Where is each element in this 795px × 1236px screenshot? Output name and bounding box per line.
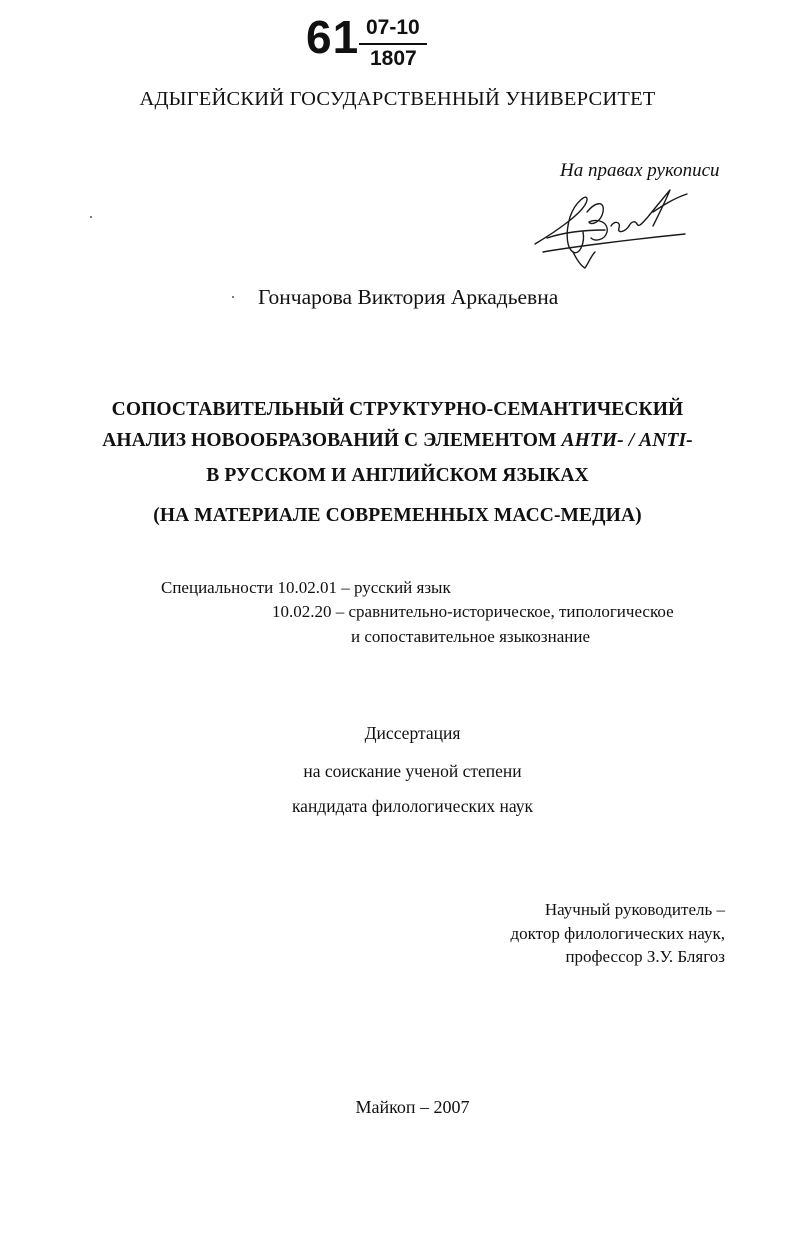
rights-note: На правах рукописи — [560, 160, 720, 181]
catalog-numerator: 07-10 — [366, 16, 420, 39]
dissertation-degree-line: на соискание ученой степени — [303, 761, 522, 781]
catalog-denominator: 1807 — [370, 47, 417, 70]
author-signature — [525, 182, 695, 272]
specialty-line-1: Специальности 10.02.01 – русский язык — [161, 578, 451, 597]
author-name: Гончарова Виктория Аркадьевна — [258, 285, 559, 309]
city-year: Майкоп – 2007 — [355, 1097, 470, 1117]
catalog-fraction-line — [359, 43, 427, 45]
supervisor-name: профессор З.У. Блягоз — [565, 947, 725, 966]
title-line-4: (НА МАТЕРИАЛЕ СОВРЕМЕННЫХ МАСС-МЕДИА) — [153, 505, 642, 526]
university-name: АДЫГЕЙСКИЙ ГОСУДАРСТВЕННЫЙ УНИВЕРСИТЕТ — [139, 88, 656, 110]
dissertation-field-line: кандидата филологических наук — [291, 796, 534, 816]
dissertation-label: Диссертация — [364, 723, 461, 743]
supervisor-label: Научный руководитель – — [544, 900, 725, 919]
title-line-2 — [0, 430, 795, 452]
title-line-3: В РУССКОМ И АНГЛИЙСКОМ ЯЗЫКАХ — [206, 465, 589, 486]
supervisor-degree: доктор филологических наук, — [510, 924, 725, 943]
catalog-number: 61 — [306, 11, 360, 63]
scan-speck — [90, 216, 92, 218]
title-line-2-regular: АНАЛИЗ НОВООБРАЗОВАНИЙ С ЭЛЕМЕНТОМ — [102, 430, 562, 451]
scan-speck — [232, 296, 234, 298]
title-line-1: СОПОСТАВИТЕЛЬНЫЙ СТРУКТУРНО-СЕМАНТИЧЕСКИЙ — [111, 399, 684, 420]
specialty-line-2: 10.02.20 – сравнительно-историческое, типологическое — [272, 602, 674, 621]
title-line-2-italic: АНТИ- / ANTI- — [561, 430, 693, 451]
specialty-line-3: и сопоставительное языкознание — [351, 627, 591, 646]
